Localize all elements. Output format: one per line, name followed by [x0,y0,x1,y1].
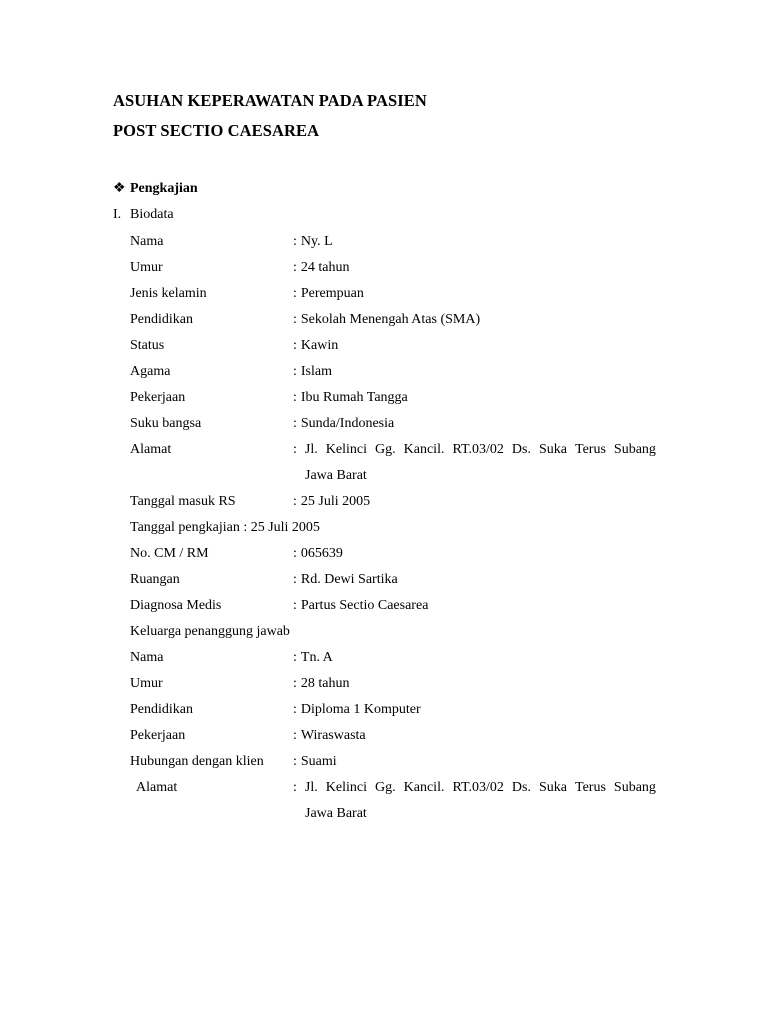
field-label: Nama [130,650,164,665]
field-label: Umur [130,676,163,691]
field-value: : Diploma 1 Komputer [293,702,421,717]
field-value: : Islam [293,364,332,379]
field-label: No. CM / RM [130,546,209,561]
field-label: Tanggal masuk RS [130,494,236,509]
patient-alamat-continuation [0,468,768,494]
patient-status-row [0,338,768,364]
document-title-line-2: POST SECTIO CAESAREA [113,121,320,140]
field-value-continuation: Jawa Barat [305,806,367,821]
patient-no-cm-row [0,546,768,572]
field-value: : Jl. Kelinci Gg. Kancil. RT.03/02 Ds. Suka Terus Subang [293,442,656,457]
patient-umur-row [0,260,768,286]
field-value: : 24 tahun [293,260,350,275]
family-hubungan-row [0,754,768,780]
subsection-heading [113,207,174,223]
field-value: : Partus Sectio Caesarea [293,598,429,613]
field-value: : Suami [293,754,337,769]
patient-diagnosa-row [0,598,768,624]
field-value: : 25 Juli 2005 [293,494,371,509]
family-alamat-row [0,780,768,806]
patient-tanggal-masuk-row [0,494,768,520]
family-pekerjaan-row [0,728,768,754]
subsection-number: I. [113,207,122,222]
field-value: : 28 tahun [293,676,350,691]
field-label: Status [130,338,165,353]
patient-alamat-row [0,442,768,468]
patient-jenis-kelamin-row [0,286,768,312]
field-value: : Ny. L [293,234,333,249]
field-value: : Sunda/Indonesia [293,416,395,431]
field-label: Alamat [130,442,172,457]
field-label: Pekerjaan [130,728,186,743]
field-label: Pendidikan [130,312,193,327]
field-value: : Perempuan [293,286,364,301]
patient-nama-row [0,234,768,260]
field-label: Jenis kelamin [130,286,207,301]
patient-agama-row [0,364,768,390]
family-alamat-continuation [0,806,768,832]
field-label: Hubungan dengan klien [130,754,264,769]
field-label: Pekerjaan [130,390,186,405]
family-umur-row [0,676,768,702]
field-label: Pendidikan [130,702,193,717]
subsection-label: Biodata [130,207,174,222]
section-heading [113,180,198,197]
field-label: Alamat [136,780,178,795]
field-label: Ruangan [130,572,180,587]
field-value: : 065639 [293,546,343,561]
field-label: Nama [130,234,164,249]
diamond-bullet-icon: ❖ [113,181,126,196]
patient-ruangan-row [0,572,768,598]
field-value: : Rd. Dewi Sartika [293,572,398,587]
field-label: Suku bangsa [130,416,202,431]
field-label: Agama [130,364,171,379]
field-value: : Kawin [293,338,339,353]
family-nama-row [0,650,768,676]
patient-tanggal-pengkajian-row: Tanggal pengkajian : 25 Juli 2005 [130,520,320,535]
section-label: Pengkajian [130,181,198,196]
family-pendidikan-row [0,702,768,728]
patient-pekerjaan-row [0,390,768,416]
field-label: Diagnosa Medis [130,598,222,613]
field-value: : Tn. A [293,650,333,665]
document-title-line-1: ASUHAN KEPERAWATAN PADA PASIEN [113,91,427,110]
patient-suku-bangsa-row [0,416,768,442]
field-value: : Wiraswasta [293,728,366,743]
field-value-continuation: Jawa Barat [305,468,367,483]
family-heading: Keluarga penanggung jawab [130,624,290,639]
field-value: : Ibu Rumah Tangga [293,390,408,405]
field-value: : Jl. Kelinci Gg. Kancil. RT.03/02 Ds. Suka Terus Subang [293,780,656,795]
patient-pendidikan-row [0,312,768,338]
field-label: Umur [130,260,163,275]
field-value: : Sekolah Menengah Atas (SMA) [293,312,481,327]
